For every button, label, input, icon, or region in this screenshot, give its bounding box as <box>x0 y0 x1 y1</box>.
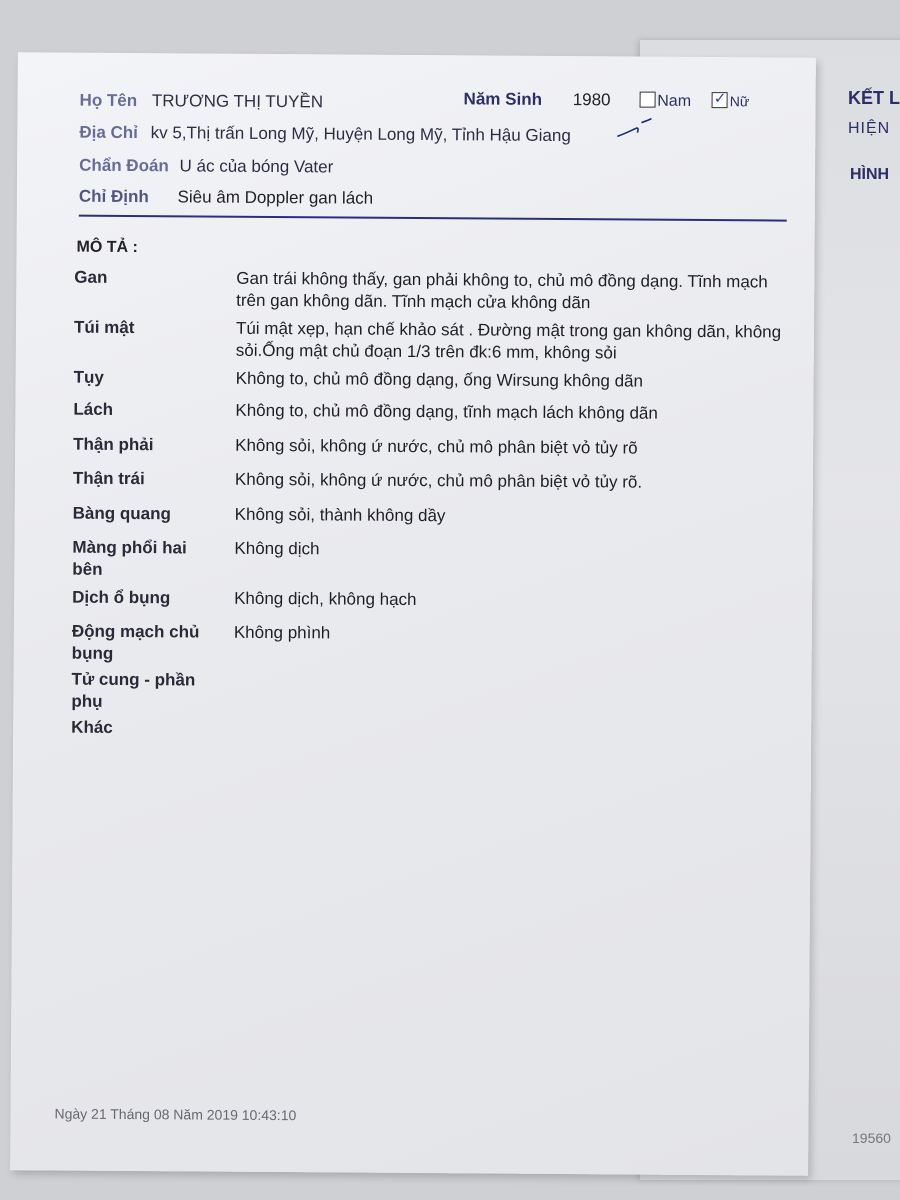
description-title: MÔ TẢ : <box>76 238 138 257</box>
row-value-than-phai: Không sỏi, không ứ nước, chủ mô phân biệt vỏ tủy rõ <box>235 435 638 458</box>
row-label-gan: Gan <box>74 267 108 287</box>
row-label-than-phai: Thận phải <box>73 434 154 455</box>
address-value: kv 5,Thị trấn Long Mỹ, Huyện Long Mỹ, Tỉnh Hậu Giang <box>150 123 571 146</box>
row-label-tu-cung: Tử cung - phần phụ <box>71 669 196 711</box>
row-label-tuy: Tụy <box>73 367 104 387</box>
indication-line <box>79 187 373 209</box>
gender-male-checkbox[interactable] <box>639 92 655 108</box>
header-divider <box>79 215 787 222</box>
report-page <box>10 52 816 1176</box>
birth-year-label: Năm Sinh <box>463 89 543 109</box>
address-label: Địa Chỉ <box>79 122 138 143</box>
row-value-dong-mach-chu: Không phình <box>233 622 331 643</box>
gender-male-label: Nam <box>657 92 692 110</box>
underlying-heading-3: HÌNH <box>850 166 890 183</box>
row-label-than-trai: Thận trái <box>72 468 145 489</box>
row-value-khac <box>233 718 793 722</box>
report-date: Ngày 21 Tháng 08 Năm 2019 10:43:10 <box>54 1105 297 1124</box>
name-label: Họ Tên <box>79 90 138 111</box>
underlying-heading-2: HIỆN <box>848 120 891 137</box>
row-label-lach: Lách <box>73 399 114 419</box>
row-value-tu-cung <box>234 670 794 674</box>
gender-male[interactable] <box>639 91 696 110</box>
row-value-tuy: Không to, chủ mô đồng dạng, ống Wirsung không dãn <box>235 368 644 391</box>
pen-scribble-icon <box>615 116 655 146</box>
row-label-dich-o-bung: Dịch ổ bụng <box>72 587 171 608</box>
row-value-bang-quang: Không sỏi, thành không dầy <box>234 504 446 526</box>
row-label-tui-mat: Túi mật <box>73 317 135 338</box>
diagnosis-value: U ác của bóng Vater <box>179 156 334 177</box>
birth-year-value: 1980 <box>572 90 611 110</box>
row-label-dong-mach-chu: Động mạch chủ bụng <box>71 621 200 663</box>
indication-value: Siêu âm Doppler gan lách <box>177 187 374 208</box>
indication-label: Chỉ Định <box>78 186 149 207</box>
row-value-gan: Gan trái không thấy, gan phải không to, chủ mô đồng dạng. Tĩnh mạch trên gan không dãn. Tĩnh mạch cửa không dãn <box>236 268 768 313</box>
row-value-than-trai: Không sỏi, không ứ nước, chủ mô phân biệt vỏ tủy rõ. <box>234 469 643 492</box>
row-value-tui-mat: Túi mật xẹp, hạn chế khảo sát . Đường mật trong gan không dãn, không sỏi.Ống mật chủ đoạn 1/3 trên đk:6 mm, không sỏi <box>235 318 782 363</box>
row-label-khac: Khác <box>71 717 113 737</box>
diagnosis-line <box>79 156 333 178</box>
address-line <box>79 123 571 146</box>
gender-female-checkbox[interactable] <box>712 92 728 108</box>
diagnosis-label: Chẩn Đoán <box>79 155 169 176</box>
row-value-lach: Không to, chủ mô đồng dạng, tĩnh mạch lách không dãn <box>235 400 658 423</box>
row-value-mang-phoi: Không dịch <box>234 538 320 559</box>
row-label-bang-quang: Bàng quang <box>72 503 171 524</box>
side-code: 19560 <box>852 1130 891 1146</box>
birth-year-line <box>464 89 750 111</box>
row-value-dich-o-bung: Không dịch, không hạch <box>234 588 417 610</box>
underlying-heading-1: KẾT L <box>848 88 900 108</box>
check-icon: ✓ <box>713 90 727 108</box>
gender-female-label: Nữ <box>729 93 750 110</box>
row-label-mang-phoi: Màng phổi hai bên <box>72 537 187 579</box>
name-line <box>80 91 324 113</box>
gender-female[interactable] <box>712 91 750 110</box>
name-value: TRƯƠNG THỊ TUYỀN <box>151 91 324 112</box>
